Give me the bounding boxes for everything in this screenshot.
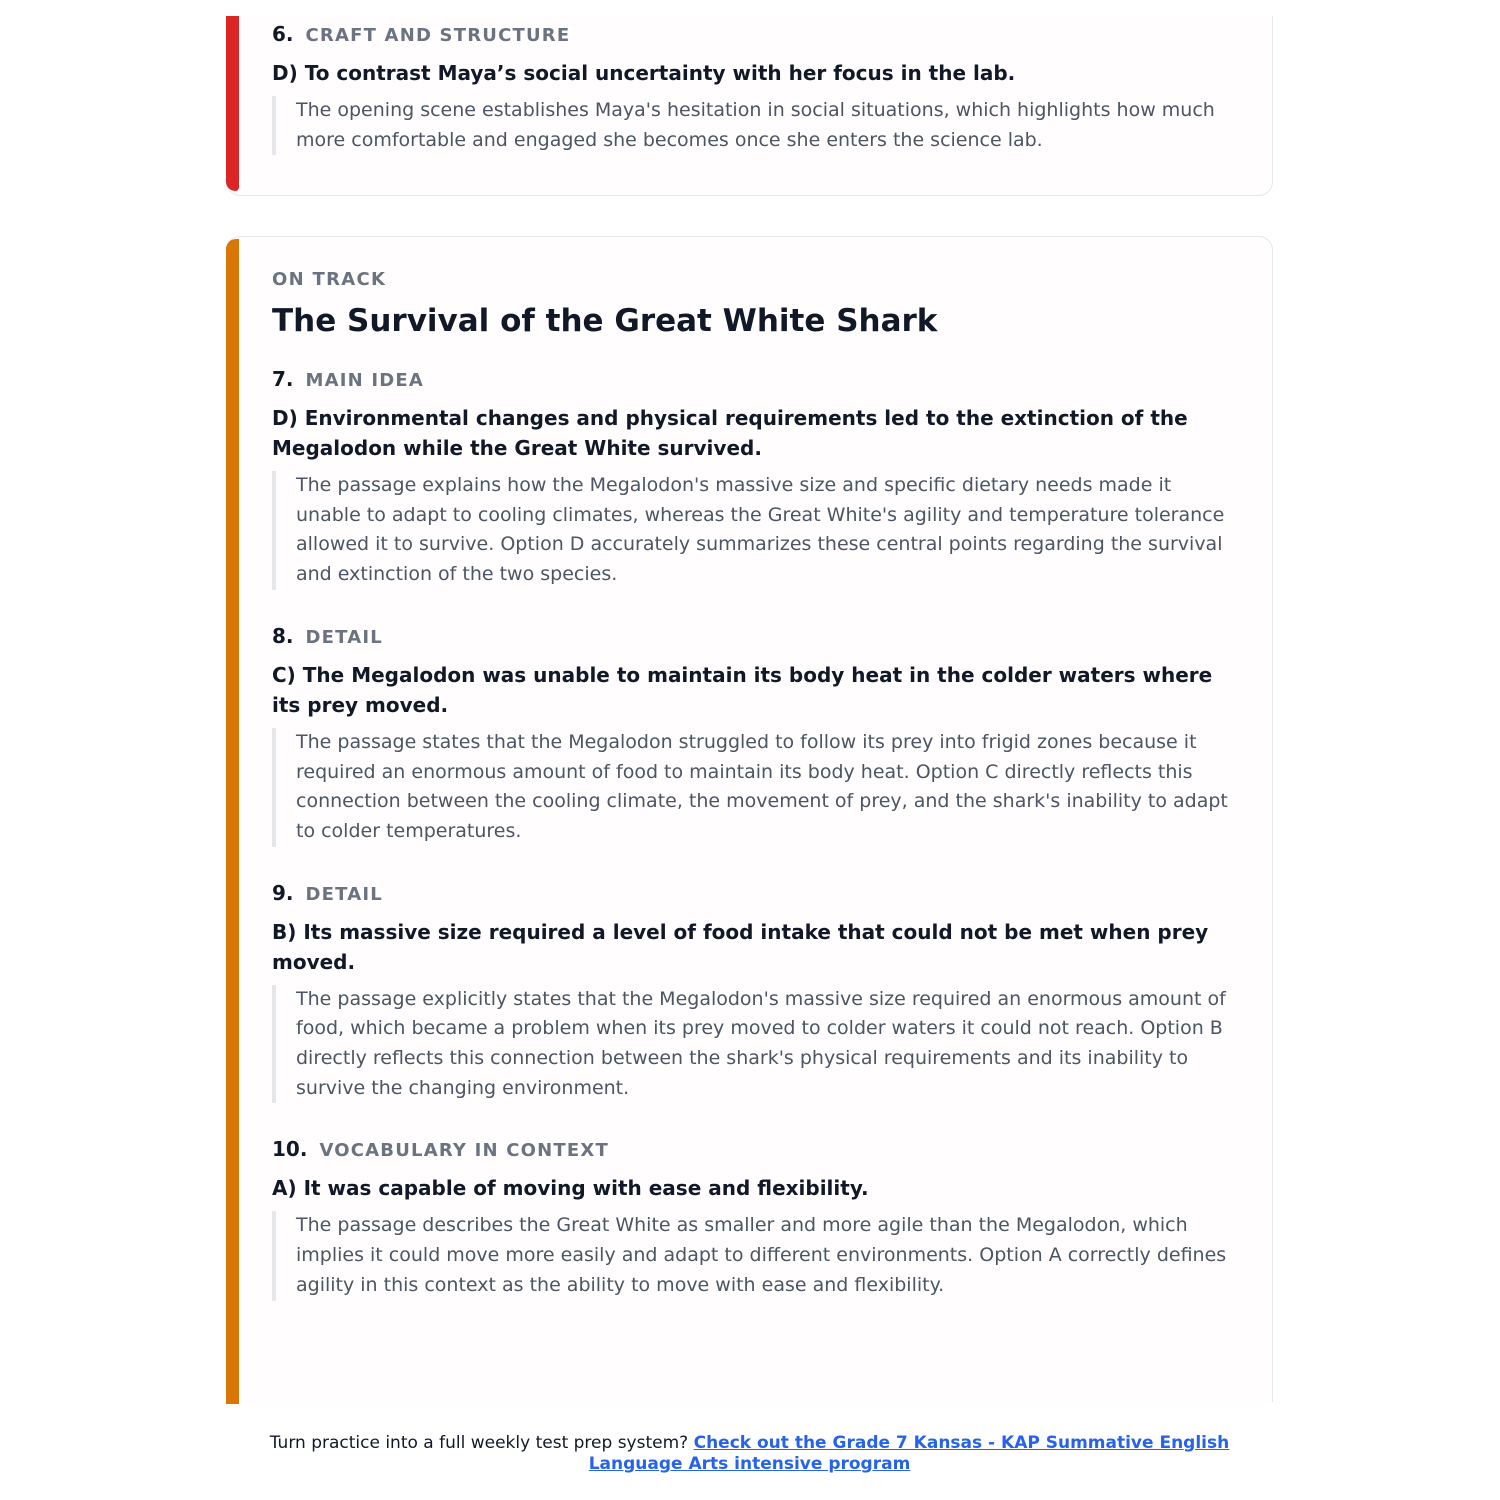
results-card-passage	[226, 236, 1273, 1402]
status-accent-bar	[226, 239, 239, 1404]
card-content	[272, 22, 1237, 155]
question-number: 9.	[272, 880, 294, 905]
question-item	[272, 22, 1237, 155]
question-item	[272, 624, 1237, 847]
question-number: 6.	[272, 22, 294, 46]
correct-answer: C) The Megalodon was unable to maintain its body heat in the colder waters where its prey moved.	[272, 662, 1213, 717]
answer-explanation: The opening scene establishes Maya's hesitation in social situations, which highlights how much more comfortable and engaged she becomes once she enters the science lab.	[272, 96, 1237, 155]
question-header	[272, 881, 1237, 907]
correct-answer: D) Environmental changes and physical requirements led to the extinction of the Megalodon while the Great White survived.	[272, 406, 1188, 460]
results-card-previous	[226, 16, 1273, 196]
correct-answer: B) Its massive size required a level of food intake that could not be met when prey moved.	[272, 919, 1209, 974]
answer-explanation: The passage describes the Great White as smaller and more agile than the Megalodon, which implies it could move more easily and adapt to different environments. Option A correctly defines agility in this context as the ability to move with ease and flexibility.	[272, 1211, 1237, 1300]
correct-answer: A) It was capable of moving with ease and flexibility.	[272, 1176, 869, 1201]
question-header	[272, 367, 1237, 393]
question-item	[272, 367, 1237, 590]
question-number: 10.	[272, 1137, 308, 1162]
passage-title: The Survival of the Great White Shark	[272, 303, 938, 339]
question-item	[272, 1137, 1237, 1300]
question-category: DETAIL	[305, 626, 383, 648]
promo-footer	[226, 1433, 1273, 1475]
question-number: 7.	[272, 367, 294, 391]
card-content	[272, 269, 1237, 1335]
promo-text: Turn practice into a full weekly test prep system?	[269, 1433, 689, 1453]
question-header	[272, 1137, 1237, 1163]
answer-explanation: The passage states that the Megalodon struggled to follow its prey into frigid zones because it required an enormous amount of food to maintain its body heat. Option C directly reflects this connection between the cooling climate, the movement of prey, and the shark's inability to adapt to colder temperatures.	[272, 728, 1237, 847]
question-category: MAIN IDEA	[305, 370, 425, 391]
program-link[interactable]: Check out the Grade 7 Kansas - KAP Summative English Language Arts intensive program	[588, 1433, 1230, 1474]
status-accent-bar	[226, 16, 239, 191]
question-item	[272, 881, 1237, 1104]
correct-answer: D) To contrast Maya’s social uncertainty with her focus in the lab.	[272, 61, 1016, 85]
answer-explanation: The passage explicitly states that the Megalodon's massive size required an enormous amount of food, which became a problem when its prey moved to colder waters it could not reach. Option B directly reflects this connection between the shark's physical requirements and its inability to survive the changing environment.	[272, 985, 1237, 1104]
question-category: DETAIL	[305, 883, 383, 905]
answer-explanation: The passage explains how the Megalodon's massive size and specific dietary needs made it unable to adapt to cooling climates, whereas the Great White's agility and temperature tolerance allowed it to survive. Option D accurately summarizes these central points regarding the survival and extinction of the two species.	[272, 471, 1237, 590]
question-header	[272, 22, 1237, 48]
question-category: CRAFT AND STRUCTURE	[305, 25, 571, 46]
question-category: VOCABULARY IN CONTEXT	[319, 1140, 609, 1162]
question-number: 8.	[272, 623, 294, 648]
question-header	[272, 624, 1237, 650]
status-label: ON TRACK	[272, 269, 387, 290]
